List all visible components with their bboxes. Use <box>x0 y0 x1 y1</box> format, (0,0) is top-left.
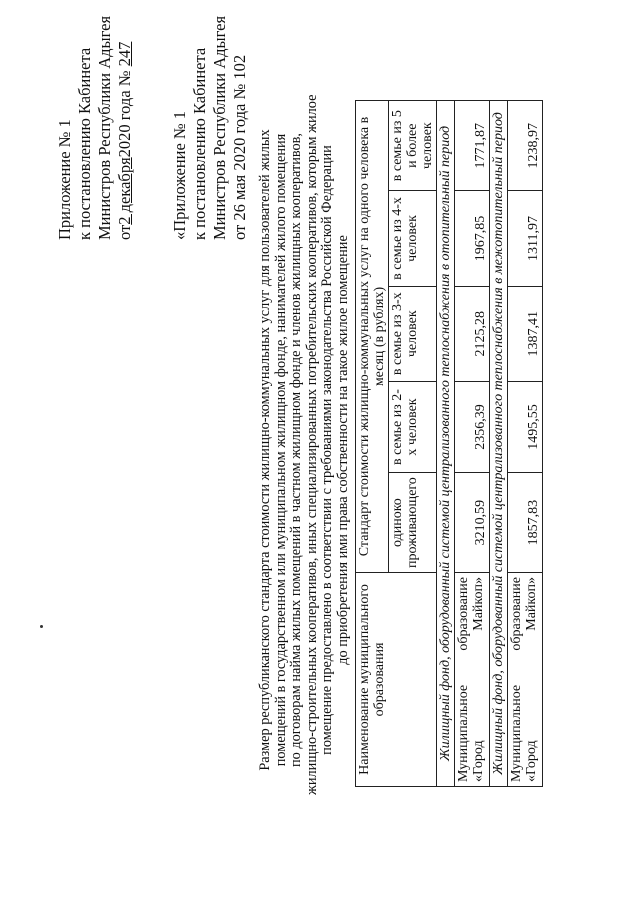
cell-value: 1238,97 <box>508 101 543 191</box>
subheader-family-2: в семье из 2-х человек <box>389 381 437 472</box>
appendix-date: от2 декабря2020 года № 247 <box>115 41 134 240</box>
header-municipality: Наименование муниципального образования <box>356 572 437 786</box>
scan-speck <box>40 625 43 628</box>
subheader-single: одиноко проживающего <box>389 473 437 573</box>
table-row <box>508 101 543 787</box>
appendix-title: Приложение № 1 <box>55 119 74 240</box>
cell-value: 2125,28 <box>455 286 490 381</box>
title-line: Размер республиканского стандарта стоимости жилищно-коммунальных услуг для пользователей жилых <box>257 129 273 771</box>
cell-value: 1387,41 <box>508 286 543 381</box>
row-municipality: Муниципальное образование «Город Майкоп» <box>508 572 543 786</box>
cell-value: 1967,85 <box>455 191 490 286</box>
cell-value: 1771,87 <box>455 101 490 191</box>
title-line: по договорам найма жилых помещений в частном жилищном фонде и членов жилищных кооперативов, <box>288 133 304 767</box>
title-line: помещений в государственном или муниципальном жилищном фонде, нанимателей жилого помещения <box>272 133 289 767</box>
standards-table <box>355 100 543 787</box>
appendix-header-old <box>170 10 250 240</box>
appendix-header-new <box>55 10 135 240</box>
cell-value: 1857,83 <box>508 473 543 573</box>
cell-value: 1495,55 <box>508 381 543 472</box>
section-row <box>490 101 508 787</box>
header-standard: Стандарт стоимости жилищно-коммунальных услуг на одного человека в месяц (в рублях) <box>356 101 389 573</box>
section-row <box>437 101 455 787</box>
section-interheating: Жилищный фонд, оборудованный системой централизованного теплоснабжения в межотопительный период <box>490 101 508 787</box>
title-line: жилищно-строительных кооперативов, иных специализированных потребительских кооперативов, которым жилое <box>303 94 320 795</box>
subheader-family-3: в семье из 3-х человек <box>389 286 437 381</box>
row-municipality: Муниципальное образование «Город Майкоп» <box>455 572 490 786</box>
table-row <box>455 101 490 787</box>
section-heating: Жилищный фонд, оборудованный системой централизованного теплоснабжения в отопительный период <box>437 101 455 787</box>
appendix-old-ref: к постановлению Кабинета <box>190 47 209 240</box>
cell-value: 3210,59 <box>455 473 490 573</box>
subheader-family-4: в семье из 4-х человек <box>389 191 437 286</box>
appendix-ref: к постановлению Кабинета <box>75 47 94 240</box>
appendix-issuer: Министров Республики Адыгея <box>95 15 114 240</box>
table-header-row <box>356 101 389 787</box>
title-line: до приобретения ими права собственности на такое жилое помещение <box>334 235 351 665</box>
title-line: помещение предоставлено в соответствии с требованиями законодательства Российской Федерации <box>319 145 335 755</box>
cell-value: 1311,97 <box>508 191 543 286</box>
document-title <box>257 94 351 795</box>
cell-value: 2356,39 <box>455 381 490 472</box>
appendix-old-issuer: Министров Республики Адыгея <box>210 15 229 240</box>
subheader-family-5: в семье из 5 и более человек <box>389 101 437 191</box>
appendix-old-title: «Приложение № 1 <box>170 110 189 240</box>
appendix-old-date: от 26 мая 2020 года № 102 <box>230 54 249 240</box>
